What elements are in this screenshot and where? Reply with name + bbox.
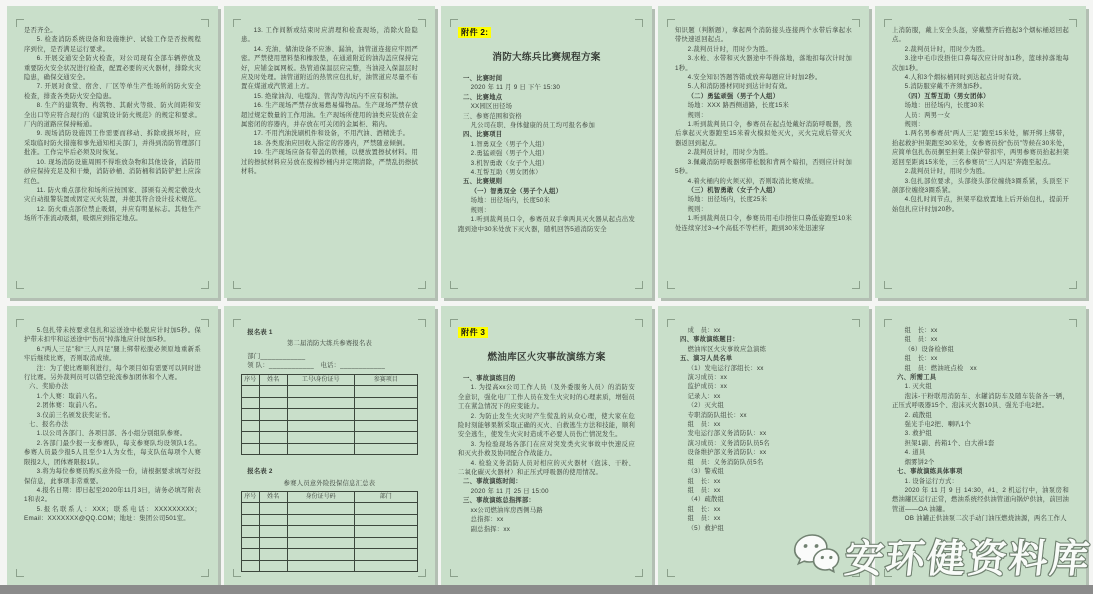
subheading: （三）机智勇敢（女子个人组） xyxy=(687,186,780,194)
document-grid xyxy=(7,6,1086,586)
paragraph: 组 员：xx xyxy=(687,515,721,523)
form-label: 报名表 2 xyxy=(247,468,273,476)
table-cell xyxy=(259,514,287,526)
paragraph: 3.途中毛巾没捂住口鼻每次应计时加1秒，篮球掉落地每次加1秒。 xyxy=(892,55,1069,72)
paragraph: 总指挥：xx xyxy=(470,516,504,524)
margin-corner-mark xyxy=(418,19,426,27)
paragraph: 18. 各类废油应回收入指定的容器内，严禁随意倾倒。 xyxy=(253,139,410,147)
paragraph: 1. 为提高xx公司工作人员（及外委服务人员）的消防安全意识，强化电厂工作人员在发生火灾时的心理素质，增强员工在紧急情况下的应变能力。 xyxy=(458,384,635,411)
table-cell xyxy=(354,503,417,515)
heading: 三、事故演练总指挥部： xyxy=(463,497,536,505)
subheading: （一）智勇双全（男子个人组） xyxy=(470,187,563,195)
table-cell xyxy=(354,537,417,549)
paragraph: 场地：田径场内，长度50米 xyxy=(470,197,551,205)
table-cell xyxy=(242,409,260,421)
paragraph: （3）警戒组 xyxy=(687,468,725,476)
margin-corner-mark xyxy=(884,569,892,577)
table-cell xyxy=(287,503,354,515)
paragraph: 3. 为检验现场各部门在应对突发类火灾事故中快速反应和灭火扑救及协同配合作战能力。 xyxy=(458,440,635,458)
paragraph: 组 长：xx xyxy=(904,355,938,363)
paragraph: 4. 检验义务消防人员对相应的灭火器材（泡沫、干粉、二氧化碳灭火器材）和正压式呼吸器的使用情况。 xyxy=(458,459,635,477)
paragraph: 规则： xyxy=(687,111,708,119)
paragraph: 记录人：xx xyxy=(687,392,721,400)
margin-corner-mark xyxy=(418,281,426,289)
paragraph: 2.裁判员计时，用时少为胜。 xyxy=(687,45,772,53)
table-cell xyxy=(259,549,287,561)
document-page-3[interactable] xyxy=(441,6,652,298)
margin-corner-mark xyxy=(201,281,209,289)
table-cell xyxy=(259,409,287,421)
heading: 二、比赛地点 xyxy=(463,93,503,101)
doc-title: 消防大练兵比赛规程方案 xyxy=(492,52,601,63)
table-cell xyxy=(259,560,287,572)
paragraph: 2.裁判员计时，用时少为胜。 xyxy=(687,149,772,157)
margin-corner-mark xyxy=(635,319,643,327)
margin-corner-mark xyxy=(852,19,860,27)
table-cell xyxy=(259,397,287,409)
paragraph: 6.“两人三足”和“三人四足”腿上绑带松脱必须原地重新系牢后继续比赛，否则取消成绩。 xyxy=(24,345,201,363)
paragraph: 14. 充油、储油设备不应渗、漏油，油管道连接应牢固严密。严禁使用塑料垫和橡胶垫，在通道附近的油沟盖应保持完好，应铺金属网板。热管道保温层应完整，当油浸入保温层时应及时处理。油管道附近的热管应包扎好，油管道应尽量不布置在煤道或汽管道上方。 xyxy=(241,45,418,91)
paragraph: 17. 不用汽油洗刷机件和设备，不用汽油、酒精洗手。 xyxy=(253,130,410,138)
paragraph: 2. 为防止发生火灾时产生慌乱的从众心理，使大家在危险时刻能够果断采取正确的灭火、自救逃生方法和技能，顺利安全逃生，使发生火灾时造成不必要人员伤亡情况发生。 xyxy=(458,412,635,439)
paragraph: 成 员：xx xyxy=(687,327,721,334)
table-cell xyxy=(259,537,287,549)
paragraph: 3.水枪、水带和灭火器途中不得落地，落地扣每次计时加1秒。 xyxy=(675,55,852,72)
margin-corner-mark xyxy=(16,281,24,289)
table-cell xyxy=(354,443,417,455)
paragraph: 3.将为每位参赛员购买意外险一份，请根据要求填写好投保信息，此事项非常重要。 xyxy=(24,468,201,485)
table-cell xyxy=(287,397,354,409)
paragraph: 演习成员：义务消防队员5名 xyxy=(687,439,770,447)
subheading: （二）勇猛顽强（男子个人组） xyxy=(687,92,780,100)
table-header-cell: 姓名 xyxy=(259,374,287,386)
subheading: （四）互帮互助（男女团体） xyxy=(904,92,990,100)
paragraph: （6）设备检修组 xyxy=(904,345,955,353)
paragraph: 场地：田径场内，长度25米 xyxy=(687,196,768,204)
margin-corner-mark xyxy=(884,281,892,289)
table-cell xyxy=(354,386,417,398)
heading: 六、奖励办法 xyxy=(29,383,69,391)
paragraph: 4.包扎时间节点，担架平稳放置地上后开始包扎，提前开始包扎应计时加20秒。 xyxy=(892,196,1069,213)
table-cell xyxy=(354,409,417,421)
margin-corner-mark xyxy=(852,281,860,289)
table-cell xyxy=(354,432,417,444)
paragraph: 2020 年 11 月 9 日 14:30，#1、2 机运行中，油泵房和燃油罐区运行正常，燃油系统经供油管道向锅炉供油，前回油管道——OA 油罐。 xyxy=(892,486,1069,513)
paragraph: 1.两名男参赛员“两人三足”跑至15米处，解开绑上绑带，抬起救护担架跑至30米处，女参赛员扮“伤员”等候在30米处，应简单包扎伤员捆至担架上保护带扣牢，两男参赛员抬起担架返回至距离15米处，三名参赛员“三人四足”奔跑至起点。 xyxy=(892,130,1069,166)
paragraph: 规则： xyxy=(904,121,925,129)
heading: 五、比赛规则 xyxy=(463,178,503,186)
paragraph: 1.听到裁判员口令，参赛员用毛巾捂住口鼻低姿跑至10米处连续穿过3~4个高低不等栏杆，跑到30米处迅速穿 xyxy=(675,215,852,232)
attachment-label xyxy=(458,26,635,45)
table-row xyxy=(242,409,418,421)
paragraph: 人员：两男一女 xyxy=(904,111,951,119)
heading: 一、比赛时间 xyxy=(463,75,503,82)
paragraph: 7. 开展对食堂、宿舍、厂区等单生产性场所的防火安全检查，排查各类防火安全隐患。 xyxy=(24,83,201,100)
table-row xyxy=(242,537,418,549)
paragraph: 组 员：义务消防队员5名 xyxy=(687,458,764,466)
paragraph: 知识题（判断题），拿起两个消防接头连接两个水带后拿起水带快速返回起点。 xyxy=(675,27,852,44)
paragraph: 1. 设备运行方式： xyxy=(904,477,959,485)
table-cell xyxy=(287,420,354,432)
table-cell xyxy=(287,549,354,561)
margin-corner-mark xyxy=(852,569,860,577)
paragraph: 5. 检查消防系统设备和设施维护、试验工作是否按规程序到位，是否满足运行要求。 xyxy=(24,36,201,53)
paragraph: 8. 生产的建筑物、构筑物、其耐火等级、防火间距和安全出口等应符合现行的《建筑设计防火规范》的规定和要求。厂内的道路应保持畅通。 xyxy=(24,102,201,129)
table-row xyxy=(242,549,418,561)
margin-corner-mark xyxy=(667,569,675,577)
form-label: 报名表 1 xyxy=(247,329,273,336)
table-cell xyxy=(354,549,417,561)
paragraph: 10. 现场消防设施周围不得堆放杂物和其他设备，消防用砂应保持充足及和干燥，消防砂桶、消防桶和消防铲把上应涂红色。 xyxy=(24,158,201,185)
table-row xyxy=(242,432,418,444)
document-page-2[interactable] xyxy=(224,6,435,298)
margin-corner-mark xyxy=(201,569,209,577)
paragraph: 2.各部门最少报一支参赛队，每支参赛队均设领队1名。参赛人员最少报5人且至少1人为女性，每支队伍每项个人赛限报2人，团体赛限报1队。 xyxy=(24,439,201,466)
paragraph: 3.仅前三名颁发获奖证书。 xyxy=(36,411,115,419)
table-cell xyxy=(354,514,417,526)
paragraph: 场地：田径场内，长度30米 xyxy=(904,102,985,110)
paragraph: 担架1副、药箱1个、白大褂1套 xyxy=(904,439,995,447)
attachment-label: 附件 3 xyxy=(458,327,488,338)
table-cell xyxy=(242,420,260,432)
heading: 六、所需工具 xyxy=(897,374,937,382)
paragraph: 凡公司在职、身体健康的员工均可报名参加 xyxy=(470,122,595,130)
table-header-cell: 序号 xyxy=(242,491,260,503)
table-row xyxy=(242,503,418,515)
paragraph: 组 员：xx xyxy=(904,336,938,344)
document-page-5[interactable] xyxy=(875,6,1086,298)
paragraph: 组 员：xx xyxy=(687,486,721,494)
paragraph: 1.听到裁判员口令，参赛员双手拿两具灭火器从起点出发跑到途中30米处放下灭火器，随机回答5道消防安全 xyxy=(458,216,635,233)
table-cell xyxy=(354,560,417,572)
heading: 七、事故演练具体事项 xyxy=(897,468,963,476)
paragraph: （1）发电运行部组长：xx xyxy=(687,364,764,372)
table-cell xyxy=(287,526,354,538)
table-row xyxy=(242,420,418,432)
paragraph: （5）救护组 xyxy=(687,524,725,532)
paragraph: 组 长：xx xyxy=(687,505,721,513)
paragraph: 监护成员：xx xyxy=(687,383,728,391)
paragraph: 19. 生产现场应备有带盖的铁桶，以便放置擦拭材料。用过的擦拭材料应另放在废棉纱桶内并定期清除，严禁乱扔擦拭材料。 xyxy=(241,149,418,176)
paragraph: 注：为了使比赛顺利进行，每个项目如有需要可以同时进行比赛。另外裁判员可以错空轮流参加团体和个人赛。 xyxy=(24,364,201,382)
paragraph: 15. 绝缘油沟、电缆沟、管沟等沟坑内不应有积油。 xyxy=(253,92,403,100)
paragraph: OB 油罐正供油泵二次手动门油压燃烧油源，两名工作人 xyxy=(904,515,1067,523)
margin-corner-mark xyxy=(450,569,458,577)
paragraph: 2. 疏散组 xyxy=(904,411,932,419)
form-table xyxy=(241,491,418,573)
margin-corner-mark xyxy=(884,319,892,327)
margin-corner-mark xyxy=(450,319,458,327)
table-cell xyxy=(242,526,260,538)
table-header-cell: 序号 xyxy=(242,374,260,386)
paragraph: 组 长：xx xyxy=(904,327,938,334)
paragraph: 16. 生产现场严禁存放易燃易爆物品。生产现场严禁存放超过规定数量的工作用油。生产现场所使用的油类应装放在金属密闭的容器内，并存放在可关闭的金属柜、箱内。 xyxy=(241,102,418,129)
paragraph: 是否齐全。 xyxy=(24,27,57,34)
table-row xyxy=(242,443,418,455)
margin-corner-mark xyxy=(16,569,24,577)
paragraph: 燃油库区火灾事故应急演练 xyxy=(687,345,767,353)
margin-corner-mark xyxy=(667,281,675,289)
margin-corner-mark xyxy=(233,569,241,577)
paragraph: xx公司燃油库房西侧马路 xyxy=(470,506,543,514)
paragraph: 发电运行部义务消防队：xx xyxy=(687,430,767,438)
paragraph: （2）灭火组 xyxy=(687,402,725,410)
paragraph: 2.勇猛顽强（男子个人组） xyxy=(470,150,549,158)
paragraph: 3. 救护组 xyxy=(904,430,932,438)
document-page-10[interactable] xyxy=(875,306,1086,586)
table-cell xyxy=(242,386,260,398)
heading: 一、事故演练目的 xyxy=(463,375,516,382)
paragraph: 4. 道具 xyxy=(904,449,926,457)
margin-corner-mark xyxy=(201,319,209,327)
margin-corner-mark xyxy=(16,19,24,27)
table-cell xyxy=(287,386,354,398)
margin-corner-mark xyxy=(233,19,241,27)
table-cell xyxy=(287,432,354,444)
table-cell xyxy=(242,432,260,444)
paragraph: 场地：XXX 路西侧道路，长度15米 xyxy=(687,102,790,110)
margin-corner-mark xyxy=(667,319,675,327)
spacer xyxy=(241,459,418,465)
paragraph: 3.包扎部位要求，头部绕头部位缠绕3圈系紧，头顶至下颌部位缠绕3圈系紧。 xyxy=(892,177,1069,194)
paragraph: 5.消防服穿戴不齐须加5秒。 xyxy=(904,83,987,91)
paragraph: 1.智勇双全（男子个人组） xyxy=(470,140,549,148)
table-row xyxy=(242,514,418,526)
heading: 五、演习人员名单 xyxy=(680,355,733,363)
document-page-9[interactable] xyxy=(658,306,869,586)
table-caption: 第二届消防大练兵参赛报名表 xyxy=(286,340,373,348)
paragraph: 2.裁判员计时，用时少为胜。 xyxy=(904,168,989,176)
paragraph: 3.机智勇敢（女子个人组） xyxy=(470,159,549,167)
paragraph: 2.团体赛：取前八名。 xyxy=(36,402,102,410)
paragraph: 烟雾饼2个 xyxy=(904,458,935,466)
paragraph: 6. 开展交通安全防火检查，对公司现有全部车辆停放及重要防火安全状况进行检查，配置必要的灭火器材，排除火灾隐患，确保交通安全。 xyxy=(24,55,201,82)
table-cell xyxy=(242,560,260,572)
table-cell xyxy=(242,503,260,515)
watermark-text: 安环健资料库 xyxy=(842,538,1093,581)
document-page-6[interactable] xyxy=(7,306,218,586)
table-cell xyxy=(354,397,417,409)
margin-corner-mark xyxy=(233,281,241,289)
paragraph: 演习成员：xx xyxy=(687,374,728,382)
table-cell xyxy=(259,503,287,515)
margin-corner-mark xyxy=(1069,281,1077,289)
margin-corner-mark xyxy=(450,281,458,289)
margin-corner-mark xyxy=(1069,19,1077,27)
paragraph: 4.着火桶内的火须灭掉，否则取消比赛成绩。 xyxy=(687,177,818,185)
bottom-bar xyxy=(0,585,1093,594)
table-cell xyxy=(242,537,260,549)
paragraph: 4.安全知识答题答错或放弃每题应计时加2秒。 xyxy=(687,74,822,82)
document-page-7[interactable] xyxy=(224,306,435,586)
margin-corner-mark xyxy=(667,19,675,27)
paragraph: 规则： xyxy=(687,205,708,213)
paragraph: 3.佩戴消防呼吸器绑带松脱和背两个暗扣，否则应计时加5秒。 xyxy=(675,158,852,176)
paragraph: 5.人和消防器材同时到达计时有效。 xyxy=(687,83,792,91)
paragraph: 4.报名日期：即日起至2020年11月3日，请务必填写附表1和表2。 xyxy=(24,486,201,504)
paragraph: （4）疏散组 xyxy=(687,496,725,504)
heading: 三、参赛范围和资格 xyxy=(463,112,522,120)
table-cell xyxy=(287,560,354,572)
paragraph: 1.个人赛：取前八名。 xyxy=(36,392,102,400)
paragraph: 上消防服，戴上安全头盔，穿戴整齐后抱起3个烟标桶返回起点。 xyxy=(892,27,1069,44)
table-header-cell: 工号\身份证号 xyxy=(287,374,354,386)
table-cell xyxy=(287,514,354,526)
table-cell xyxy=(354,526,417,538)
margin-corner-mark xyxy=(884,19,892,27)
paragraph: 1.以公司各部门、各项目部、各小组分别组队参赛。 xyxy=(36,430,187,438)
margin-corner-mark xyxy=(1069,319,1077,327)
table-header-cell: 部门 xyxy=(354,491,417,503)
attachment-label: 附件 2: xyxy=(458,27,491,38)
margin-corner-mark xyxy=(635,19,643,27)
margin-corner-mark xyxy=(418,319,426,327)
paragraph: 专职消防队组长：xx xyxy=(687,411,747,419)
margin-corner-mark xyxy=(418,569,426,577)
paragraph: 5.包扎带未按要求包扎和运送途中松脱应计时加5秒。保护带未扣牢和运送途中“伤员”掉落地应计时加5秒。 xyxy=(24,327,201,344)
form-table xyxy=(241,374,418,456)
paragraph: 组 长：xx xyxy=(687,477,721,485)
table-cell xyxy=(259,526,287,538)
document-page-4[interactable] xyxy=(658,6,869,298)
table-row xyxy=(242,526,418,538)
attachment-label xyxy=(458,326,635,345)
table-cell xyxy=(259,432,287,444)
margin-corner-mark xyxy=(1069,569,1077,577)
heading: 四、比赛项目 xyxy=(463,131,503,139)
paragraph: 4.人和3个烟标桶同时到达起点计时有效。 xyxy=(904,74,1026,82)
paragraph: 4.互帮互助（男女团体） xyxy=(470,169,542,177)
table-header-cell: 姓名 xyxy=(259,491,287,503)
paragraph: 1. 灭火组 xyxy=(904,383,932,391)
paragraph: 11. 防火重点部位和场所应按国家、部颁有关规定敷设火灾自动报警装置或固定灭火装置，并使其符合设计技术规范。 xyxy=(24,186,201,204)
paragraph: 1.听到裁判员口令，参赛员在起点处戴好消防呼吸器，然后拿起灭火器跑至15米着火模拟处灭火，灭火完成后带灭火器返回到起点。 xyxy=(675,121,852,147)
paragraph: 领 队：____________ 电话：____________ xyxy=(247,362,386,370)
heading: 四、事故演练题目： xyxy=(680,336,739,344)
paragraph: XX园区田径场 xyxy=(470,103,513,111)
table-cell xyxy=(259,420,287,432)
table-row xyxy=(242,386,418,398)
paragraph: 规则： xyxy=(470,206,491,214)
table-header-cell: 参赛项目 xyxy=(354,374,417,386)
paragraph: 强光手电2把、喇叭1个 xyxy=(904,421,972,429)
margin-corner-mark xyxy=(450,19,458,27)
document-page-1[interactable] xyxy=(7,6,218,298)
paragraph: 副总指挥：xx xyxy=(470,525,511,533)
paragraph: 12. 防火重点部位禁止吸烟，并应有明显标志。其他生产场所不准流动吸烟，吸烟应到指定地点。 xyxy=(24,205,201,223)
document-page-8[interactable] xyxy=(441,306,652,586)
table-cell xyxy=(242,549,260,561)
table-cell xyxy=(287,443,354,455)
margin-corner-mark xyxy=(635,281,643,289)
table-header-cell: 身份证号码 xyxy=(287,491,354,503)
paragraph: 13. 工作间断或结束时应清理和检查现场，消除火险隐患。 xyxy=(241,27,418,44)
heading: 二、事故演练时间： xyxy=(463,478,522,486)
table-cell xyxy=(242,397,260,409)
table-cell xyxy=(259,386,287,398)
table-cell xyxy=(287,537,354,549)
paragraph: 9. 现场消防设施因工作需要而移动、拆除或损坏时，应采取临时防火措施和事先通知相关部门，并得到消防管理部门批准。工作完毕后必须及时恢复。 xyxy=(24,130,201,157)
doc-title: 燃油库区火灾事故演练方案 xyxy=(487,352,606,363)
paragraph: 组 员：燃油班点检 xx xyxy=(904,364,977,372)
paragraph: 组 员：xx xyxy=(687,421,721,429)
table-cell xyxy=(354,420,417,432)
paragraph: 5.报名联系人：XXX；联系电话：XXXXXXXXX；Email：XXXXXXX@QQ.COM；地址：集团公司501室。 xyxy=(24,505,201,523)
margin-corner-mark xyxy=(635,569,643,577)
margin-corner-mark xyxy=(233,319,241,327)
paragraph: 2020 年 11 月 9 日 下午 15:30 xyxy=(470,84,561,92)
table-cell xyxy=(242,443,260,455)
paragraph: 设备维护部义务消防队：xx xyxy=(687,449,767,457)
margin-corner-mark xyxy=(16,319,24,327)
table-cell xyxy=(259,443,287,455)
paragraph: 2020 年 11 月 25 日 15:00 xyxy=(470,487,549,495)
table-cell xyxy=(242,514,260,526)
margin-corner-mark xyxy=(852,319,860,327)
table-cell xyxy=(287,409,354,421)
paragraph: 部门____________ xyxy=(247,352,306,360)
table-row xyxy=(242,560,418,572)
paragraph: 泡沫-干粉联用消防车、水罐消防车及随车装备各一辆，正压式呼吸器15个、泡沫灭火器10具、强光手电2把。 xyxy=(892,392,1069,410)
paragraph: 2.裁判员计时，用时少为胜。 xyxy=(904,45,989,53)
table-caption: 参赛人员意外险投保信息汇总表 xyxy=(283,479,376,487)
table-row xyxy=(242,397,418,409)
margin-corner-mark xyxy=(201,19,209,27)
heading: 七、报名办法 xyxy=(29,421,69,429)
